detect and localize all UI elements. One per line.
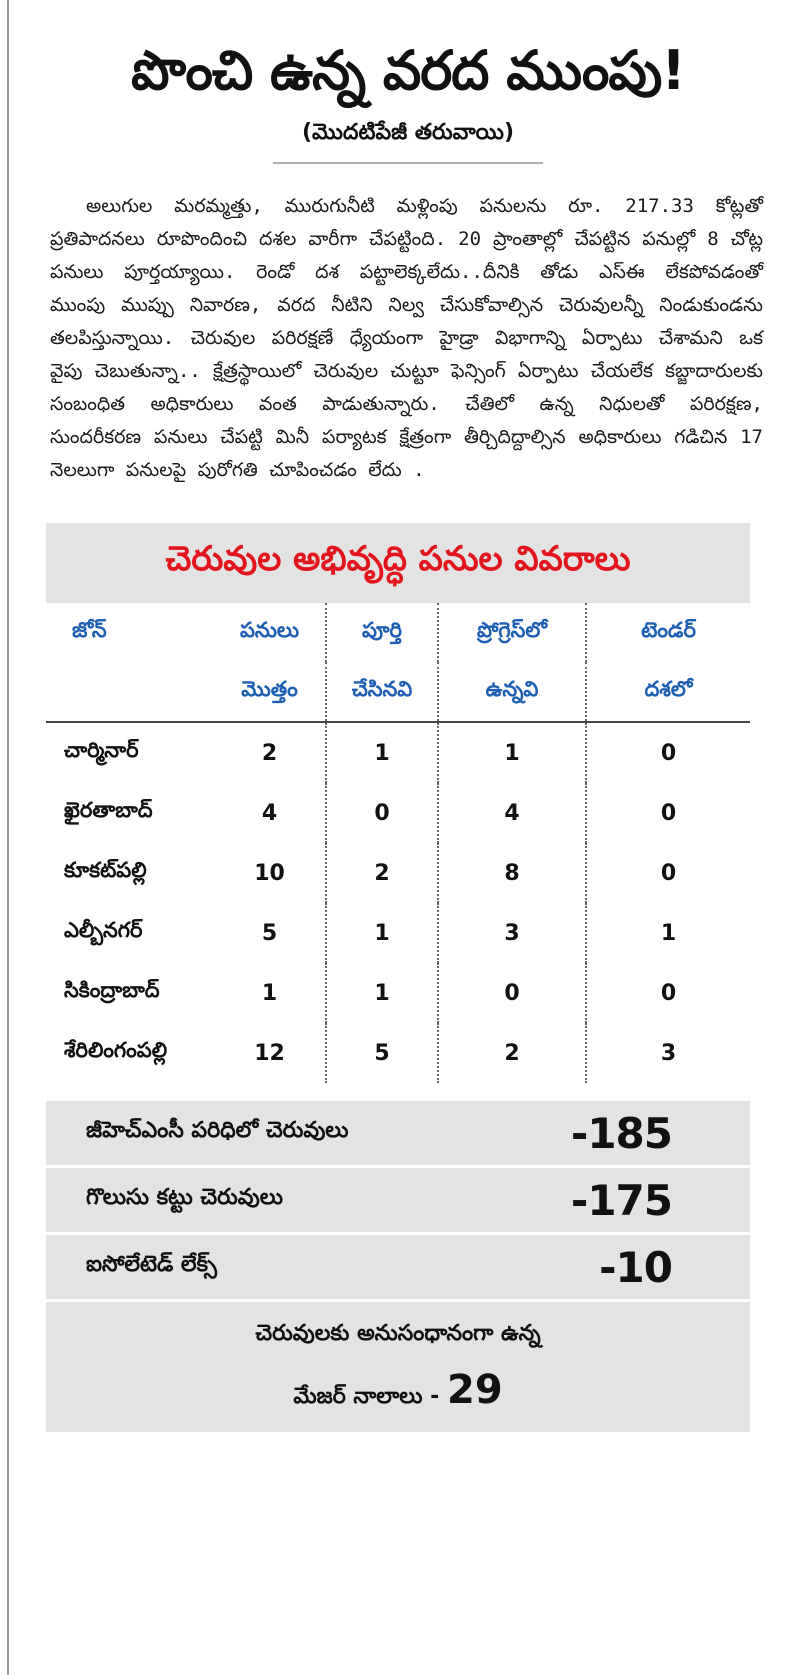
zone-name: కూకట్‌పల్లి [64, 858, 147, 883]
completed-works: 1 [326, 963, 438, 1023]
header-tender: టెండర్ [586, 603, 750, 662]
in-progress-works: 3 [438, 903, 586, 963]
total-works: 10 [254, 860, 285, 886]
major-drains-count: 29 [446, 1366, 503, 1413]
zone-name: సికింద్రాబాద్ [64, 978, 160, 1003]
completed-works: 1 [326, 722, 438, 783]
table-title-banner [46, 523, 750, 603]
summary-major-drains [46, 1302, 750, 1432]
divider [273, 162, 543, 164]
completed-works: 5 [326, 1023, 438, 1083]
header-in-progress-2: ఉన్నవి [438, 662, 586, 722]
table-header-row-1 [46, 603, 750, 662]
zone-name: శేరిలింగంపల్లి [64, 1038, 168, 1063]
completed-works: 0 [326, 783, 438, 843]
continued-note: (మొదటిపేజీ తరువాయి) [301, 120, 515, 146]
total-works: 2 [214, 722, 326, 783]
summary-row-ghmc-lakes [46, 1101, 750, 1165]
total-works: 4 [261, 800, 278, 826]
summary-value: -185 [570, 1108, 672, 1158]
column-rule [7, 0, 9, 1675]
summary-label: ఐసోలేటెడ్ లేక్స్ [86, 1252, 217, 1278]
header-completed: పూర్తి [326, 603, 438, 662]
tender-stage-works: 1 [586, 903, 750, 963]
article-body: అలుగుల మరమ్మత్తు, మురుగునీటి మళ్లింపు పనులను రూ. 217.33 కోట్లతో ప్రతిపాదనలు రూపొందించి దశల వారీగా చేపట్టింది. 20 ప్రాంతాల్లో చేపట్టిన పనుల్లో 8 చోట్ల పనులు పూర్తయ్యాయి. రెండో దశ పట్టాలెక్కలేదు..దీనికి తోడు ఎస్ఈ లేకపోవడంతో ముంపు ముప్పు నివారణ, వరద నీటిని నిల్వ చేసుకోవాల్సిన చెరువులన్నీ నిండుకుండను తలపిస్తున్నాయి. చెరువుల పరిరక్షణే ధ్యేయంగా హైడ్రా విభాగాన్ని ఏర్పాటు చేశామని ఒక వైపు చెబుతున్నా.. క్షేత్రస్థాయిలో చెరువుల చుట్టూ ఫెన్సింగ్ ఏర్పాటు చేయలేక కబ్జాదారులకు సంబంధిత అధికారులు వంత పాడుతున్నారు. చేతిలో ఉన్న నిధులతో పరిరక్షణ, సుందరీకరణ పనులు చేపట్టి మినీ పర్యాటక క్షేత్రంగా తీర్చిదిద్దాల్సిన అధికారులు గడిచిన 17 నెలలుగా పనులపై పురోగతి చూపించడం లేదు . [50, 195, 763, 482]
summary-row-chain-lakes [46, 1168, 750, 1232]
headline: పొంచి ఉన్న వరద ముంపు! [131, 39, 685, 102]
article [28, 0, 788, 1435]
in-progress-works: 1 [438, 722, 586, 783]
table-row [46, 722, 750, 783]
major-drains-label: మేజర్ నాలాలు - [293, 1383, 440, 1409]
zone-name: చార్మినార్ [46, 722, 214, 783]
tender-stage-works: 0 [586, 722, 750, 783]
completed-works: 1 [326, 903, 438, 963]
zone-name: ఎల్బీనగర్ [64, 918, 143, 943]
tender-stage-works: 0 [586, 843, 750, 903]
completed-works: 2 [326, 843, 438, 903]
table-row [46, 1023, 750, 1083]
tender-stage-works: 0 [586, 783, 750, 843]
table-row [46, 783, 750, 843]
lake-works-table [46, 603, 750, 1083]
header-in-progress: ప్రోగ్రెస్‌లో [438, 603, 586, 662]
summary-value: -10 [599, 1242, 672, 1292]
table-title: చెరువుల అభివృద్ధి పనుల వివరాలు [165, 539, 631, 580]
header-zone-2 [46, 662, 214, 722]
summary-label: జీహెచ్ఎంసీ పరిధిలో చెరువులు [86, 1118, 349, 1144]
header-total: పనులు [239, 617, 300, 642]
major-drains-line [293, 1367, 502, 1414]
table-row [46, 963, 750, 1023]
in-progress-works: 8 [438, 843, 586, 903]
summary-label: గొలుసు కట్టు చెరువులు [86, 1185, 283, 1211]
lake-summary-box [46, 1101, 750, 1432]
header-tender-2: దశలో [586, 662, 750, 722]
in-progress-works: 2 [438, 1023, 586, 1083]
in-progress-works: 4 [438, 783, 586, 843]
header-total-2: మొత్తం [241, 676, 298, 701]
zone-name: ఖైరతాబాద్ [64, 798, 153, 823]
tender-stage-works: 3 [586, 1023, 750, 1083]
tender-stage-works: 0 [586, 963, 750, 1023]
header-zone: జోన్ [72, 617, 107, 642]
header-completed-2: చేసినవి [326, 662, 438, 722]
major-drains-caption: చెరువులకు అనుసంధానంగా ఉన్న [255, 1320, 541, 1346]
total-works: 12 [254, 1040, 285, 1066]
total-works: 1 [261, 980, 278, 1006]
in-progress-works: 0 [438, 963, 586, 1023]
summary-row-isolated-lakes [46, 1235, 750, 1299]
table-row [46, 843, 750, 903]
summary-value: -175 [570, 1175, 672, 1225]
table-row [46, 903, 750, 963]
total-works: 5 [261, 920, 278, 946]
table-header-row-2 [46, 662, 750, 722]
